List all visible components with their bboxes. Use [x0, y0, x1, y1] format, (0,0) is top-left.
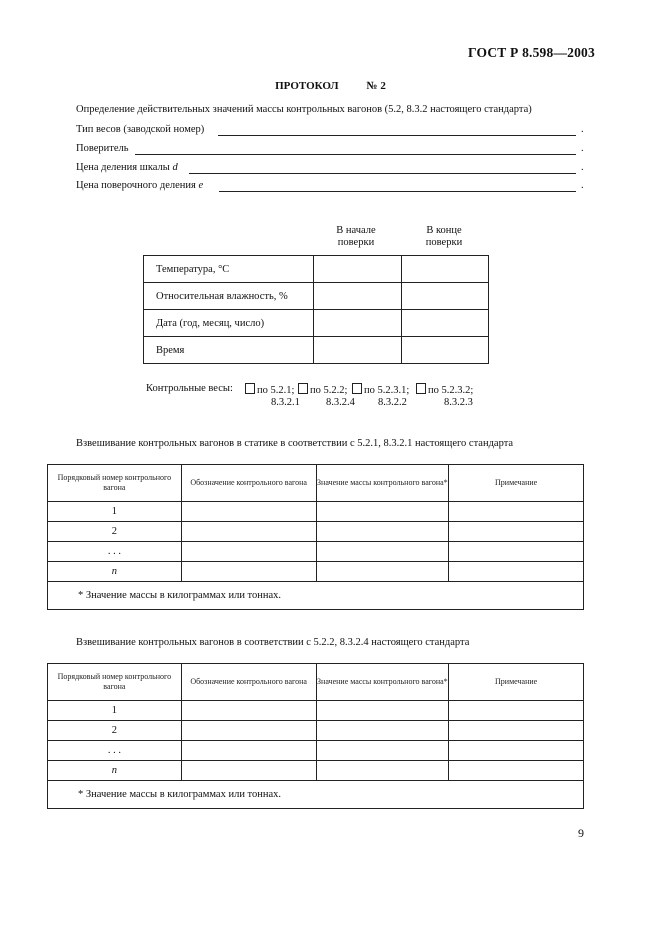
conditions-cell-start[interactable] [314, 256, 401, 283]
conditions-row [144, 256, 489, 283]
conditions-row [144, 310, 489, 337]
table-cell[interactable] [449, 562, 584, 582]
conditions-row-label: Температура, °С [144, 256, 314, 283]
table-cell[interactable] [449, 741, 584, 761]
conditions-table [143, 255, 489, 364]
table-footnote: * Значение массы в килограммах или тоннах. [48, 781, 584, 809]
checkbox[interactable] [352, 383, 362, 394]
table-cell[interactable] [449, 701, 584, 721]
conditions-row [144, 337, 489, 364]
table-cell[interactable] [449, 721, 584, 741]
table-row [48, 701, 584, 721]
field-scale-type-label: Тип весов (заводской номер) [76, 124, 205, 135]
checkbox[interactable] [245, 383, 255, 394]
table-cell[interactable] [316, 522, 449, 542]
field-scale-type [76, 124, 204, 135]
table-static [47, 464, 584, 610]
table-header-cell: Обозначение контрольного вагона [181, 465, 316, 502]
table-cell[interactable] [316, 542, 449, 562]
field-dot: . [581, 124, 584, 135]
table-cell[interactable] [181, 721, 316, 741]
conditions-cell-end[interactable] [401, 337, 488, 364]
control-scale-option-3 [352, 383, 409, 409]
field-scale-type-input[interactable] [218, 135, 576, 136]
control-scales-label: Контрольные весы: [146, 383, 233, 394]
table-cell-number: n [48, 761, 182, 781]
field-verification-division-input[interactable] [219, 191, 576, 192]
table-cell-number: . . . [48, 542, 182, 562]
table-cell[interactable] [449, 522, 584, 542]
control-scale-option-1 [245, 383, 300, 409]
conditions-cell-end[interactable] [401, 310, 488, 337]
checkbox[interactable] [298, 383, 308, 394]
table-static-caption: Взвешивание контрольных вагонов в статике в соответствии с 5.2.1, 8.3.2.1 настоящего стандарта [76, 438, 514, 449]
conditions-cell-start[interactable] [314, 283, 401, 310]
table-cell[interactable] [181, 522, 316, 542]
field-dot: . [581, 162, 584, 173]
table-cell[interactable] [449, 761, 584, 781]
conditions-row [144, 283, 489, 310]
page-number: 9 [578, 826, 584, 840]
standard-designation: ГОСТ Р 8.598—2003 [468, 45, 595, 60]
protocol-title [0, 80, 661, 92]
table-cell-number: 1 [48, 701, 182, 721]
field-verification-division-label: Цена поверочного деления [76, 180, 196, 191]
control-scale-option-2 [298, 383, 355, 409]
table-header-cell: Порядковый номер контрольного вагона [48, 465, 182, 502]
field-division-label: Цена деления шкалы [76, 162, 170, 173]
field-dot: . [581, 180, 584, 191]
control-scale-option-line1: по 5.2.3.2; [428, 385, 474, 396]
table-footnote-row [48, 582, 584, 610]
conditions-cell-end[interactable] [401, 256, 488, 283]
table-row [48, 761, 584, 781]
field-division [76, 162, 178, 173]
intro-text: Определение действительных значений массы контрольных вагонов (5.2, 8.3.2 настоящего стандарта) [76, 104, 532, 115]
conditions-cell-start[interactable] [314, 337, 401, 364]
table-cell[interactable] [449, 502, 584, 522]
table-cell[interactable] [181, 562, 316, 582]
field-verifier-label: Поверитель [76, 143, 129, 154]
table-header-cell: Примечание [449, 664, 584, 701]
control-scale-option-line2: 8.3.2.3 [444, 397, 473, 408]
control-scale-option-line2: 8.3.2.2 [378, 397, 407, 408]
control-scale-option-line1: по 5.2.2; [310, 385, 348, 396]
conditions-cell-start[interactable] [314, 310, 401, 337]
table-row [48, 721, 584, 741]
field-dot: . [581, 143, 584, 154]
table-header-row [48, 465, 584, 502]
field-verifier [76, 143, 129, 154]
table-cell-number: 1 [48, 502, 182, 522]
table-row [48, 502, 584, 522]
field-division-symbol: d [172, 162, 178, 173]
table-footnote-row [48, 781, 584, 809]
field-division-input[interactable] [189, 173, 576, 174]
table-cell[interactable] [316, 741, 449, 761]
table-header-cell: Примечание [449, 465, 584, 502]
conditions-row-label: Время [144, 337, 314, 364]
control-scale-option-line2: 8.3.2.4 [326, 397, 355, 408]
table-cell-number: . . . [48, 741, 182, 761]
table-cell-number: n [48, 562, 182, 582]
control-scale-option-line2: 8.3.2.1 [271, 397, 300, 408]
table-footnote: * Значение массы в килограммах или тоннах. [48, 582, 584, 610]
table-header-cell: Обозначение контрольного вагона [181, 664, 316, 701]
table-cell[interactable] [316, 562, 449, 582]
table-cell[interactable] [181, 741, 316, 761]
table-cell-number: 2 [48, 721, 182, 741]
field-verification-division-symbol: e [198, 180, 204, 191]
table-cell[interactable] [316, 502, 449, 522]
conditions-cell-end[interactable] [401, 283, 488, 310]
control-scale-option-4 [416, 383, 473, 409]
conditions-header-end: В конце поверки [425, 225, 463, 248]
protocol-title-text: ПРОТОКОЛ [275, 80, 339, 92]
control-scale-option-line1: по 5.2.1; [257, 385, 295, 396]
table-header-cell: Порядковый номер контрольного вагона [48, 664, 182, 701]
table-header-row [48, 664, 584, 701]
field-verification-division [76, 180, 203, 191]
table-row [48, 741, 584, 761]
table-cell[interactable] [181, 542, 316, 562]
table-dynamic [47, 663, 584, 809]
protocol-number: № 2 [366, 80, 386, 92]
table-cell[interactable] [181, 502, 316, 522]
table-cell[interactable] [181, 701, 316, 721]
table-cell[interactable] [316, 701, 449, 721]
table-header-cell: Значение массы контрольного вагона* [316, 664, 449, 701]
conditions-row-label: Относительная влажность, % [144, 283, 314, 310]
conditions-row-label: Дата (год, месяц, число) [144, 310, 314, 337]
table-cell[interactable] [316, 721, 449, 741]
checkbox[interactable] [416, 383, 426, 394]
table-dynamic-caption: Взвешивание контрольных вагонов в соответствии с 5.2.2, 8.3.2.4 настоящего стандарта [76, 637, 470, 648]
table-header-cell: Значение массы контрольного вагона* [316, 465, 449, 502]
field-verifier-input[interactable] [135, 154, 576, 155]
table-cell[interactable] [316, 761, 449, 781]
table-cell[interactable] [449, 542, 584, 562]
table-cell[interactable] [181, 761, 316, 781]
control-scale-option-line1: по 5.2.3.1; [364, 385, 410, 396]
table-cell-number: 2 [48, 522, 182, 542]
table-row [48, 542, 584, 562]
table-row [48, 562, 584, 582]
table-row [48, 522, 584, 542]
conditions-header-start: В начале поверки [336, 225, 376, 248]
